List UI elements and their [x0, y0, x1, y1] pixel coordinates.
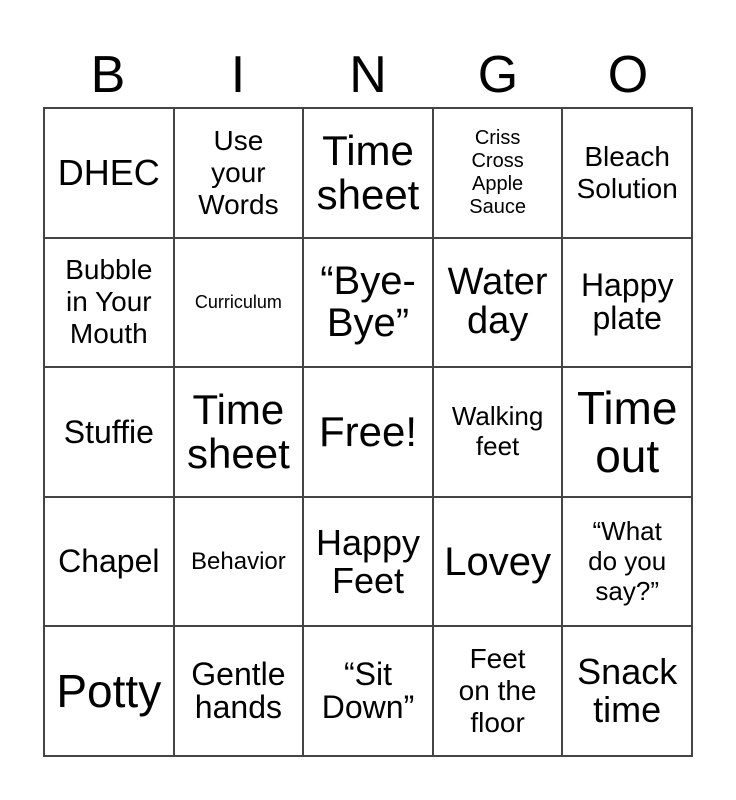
bingo-cell[interactable] [433, 367, 563, 497]
header-letter-n: N [349, 46, 387, 104]
bingo-cell[interactable] [562, 626, 692, 756]
cell-text: Time sheet [316, 126, 420, 218]
cell-text: Bubble in Your Mouth [65, 254, 153, 350]
cell-text: Snack time [577, 651, 678, 731]
cell-text: Criss Cross Apple Sauce [469, 126, 526, 218]
bingo-cell[interactable] [433, 497, 563, 627]
bingo-cell[interactable] [44, 108, 174, 238]
bingo-cell[interactable] [433, 626, 563, 756]
cell-text: Happy plate [580, 266, 674, 337]
cell-text: Walking feet [451, 401, 544, 461]
cell-text: Time sheet [187, 385, 290, 477]
bingo-cell[interactable] [174, 108, 304, 238]
bingo-cell[interactable] [174, 497, 304, 627]
cell-text: DHEC [57, 152, 160, 194]
cell-text: Water day [447, 260, 548, 343]
bingo-cell[interactable] [303, 626, 433, 756]
bingo-header [43, 42, 693, 108]
bingo-cell[interactable] [174, 367, 304, 497]
bingo-cell[interactable] [562, 108, 692, 238]
cell-text: “What do you say?” [588, 515, 667, 606]
cell-text: Lovey [444, 539, 551, 584]
bingo-cell[interactable] [303, 108, 433, 238]
header-letter-o: O [607, 46, 649, 104]
cell-text: Curriculum [194, 292, 282, 313]
bingo-cell[interactable] [433, 238, 563, 368]
cell-text: Time out [576, 381, 678, 482]
cell-text: Happy Feet [315, 521, 421, 601]
cell-text: Behavior [191, 547, 286, 575]
cell-text: “Sit Down” [321, 655, 415, 726]
cell-text: Feet on the floor [458, 642, 537, 739]
cell-text: “Bye- Bye” [320, 259, 416, 346]
bingo-cell[interactable] [562, 367, 692, 497]
bingo-cell[interactable] [44, 367, 174, 497]
bingo-cell[interactable] [44, 626, 174, 756]
bingo-cell[interactable] [174, 238, 304, 368]
free-space[interactable] [303, 367, 433, 497]
bingo-cell[interactable] [303, 238, 433, 368]
bingo-cell[interactable] [174, 626, 304, 756]
header-letter-g: G [477, 46, 519, 104]
cell-text: Potty [56, 664, 162, 717]
bingo-cell[interactable] [44, 497, 174, 627]
bingo-cell[interactable] [44, 238, 174, 368]
bingo-board [43, 107, 693, 757]
header-letter-b: B [90, 46, 126, 104]
bingo-cell[interactable] [562, 238, 692, 368]
bingo-cell[interactable] [562, 497, 692, 627]
bingo-cell[interactable] [303, 497, 433, 627]
cell-text: Use your Words [198, 124, 279, 220]
cell-text: Gentle hands [191, 655, 286, 726]
bingo-cell[interactable] [433, 108, 563, 238]
cell-text: Bleach Solution [576, 140, 678, 204]
cell-text: Free! [318, 407, 417, 455]
cell-text: Chapel [58, 543, 160, 580]
header-letter-i: I [230, 46, 246, 104]
cell-text: Stuffie [63, 413, 154, 450]
